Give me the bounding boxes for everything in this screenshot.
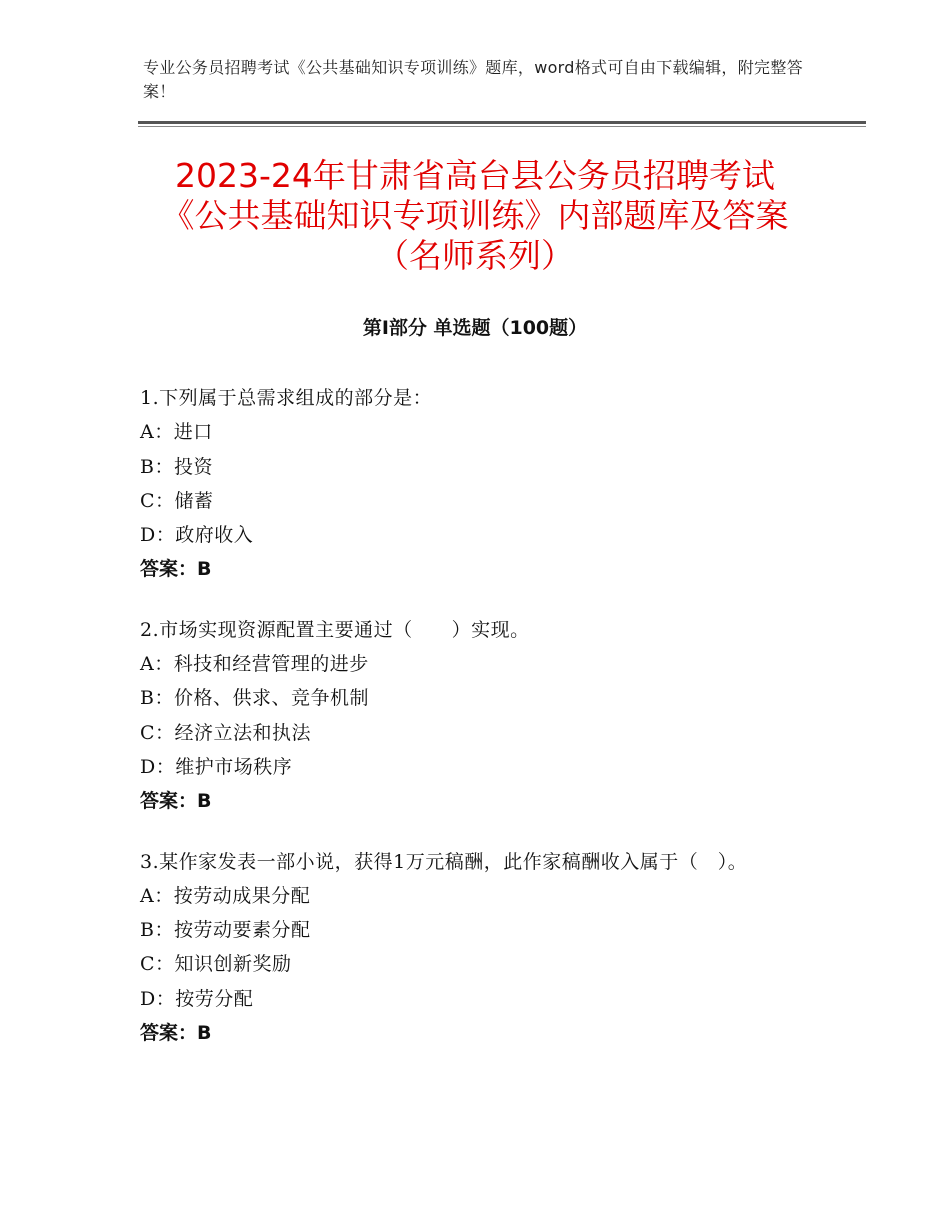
option-a: A：进口 — [140, 421, 213, 444]
title-line-3: （名师系列） — [376, 236, 574, 275]
option-d: D：按劳分配 — [140, 987, 254, 1010]
option-c: C：知识创新奖励 — [140, 953, 292, 976]
option-d: D：维护市场秩序 — [140, 755, 293, 778]
option-a: A：按劳动成果分配 — [140, 884, 311, 907]
header-rule-thin — [138, 126, 866, 127]
section-title: 第Ⅰ部分 单选题（100题） — [362, 317, 588, 339]
title-line-2: 《公共基础知识专项训练》内部题库及答案 — [161, 196, 789, 235]
question-stem: 3.某作家发表一部小说，获得1万元稿酬，此作家稿酬收入属于（ ）。 — [140, 850, 748, 873]
header-rule-thick — [138, 121, 866, 124]
question-stem: 1.下列属于总需求组成的部分是： — [140, 387, 433, 409]
answer-line: 答案：B — [140, 1022, 212, 1045]
answer-line: 答案：B — [140, 558, 212, 581]
answer-line: 答案：B — [140, 790, 212, 813]
question-stem: 2.市场实现资源配置主要通过（ ）实现。 — [140, 618, 530, 641]
question-1 — [140, 381, 780, 587]
document-title — [100, 156, 850, 276]
question-3 — [140, 845, 780, 1051]
title-line-1: 2023-24年甘肃省高台县公务员招聘考试 — [175, 156, 775, 195]
option-d: D：政府收入 — [140, 524, 254, 547]
option-b: B：投资 — [140, 455, 213, 478]
option-b: B：价格、供求、竞争机制 — [140, 687, 369, 710]
option-c: C：储蓄 — [140, 489, 214, 512]
option-c: C：经济立法和执法 — [140, 721, 312, 744]
question-list — [140, 381, 780, 1076]
header-note: 专业公务员招聘考试《公共基础知识专项训练》题库，word格式可自由下载编辑，附完整答案！ — [143, 58, 803, 101]
option-a: A：科技和经营管理的进步 — [140, 653, 369, 676]
option-b: B：按劳动要素分配 — [140, 919, 311, 942]
question-2 — [140, 613, 780, 819]
